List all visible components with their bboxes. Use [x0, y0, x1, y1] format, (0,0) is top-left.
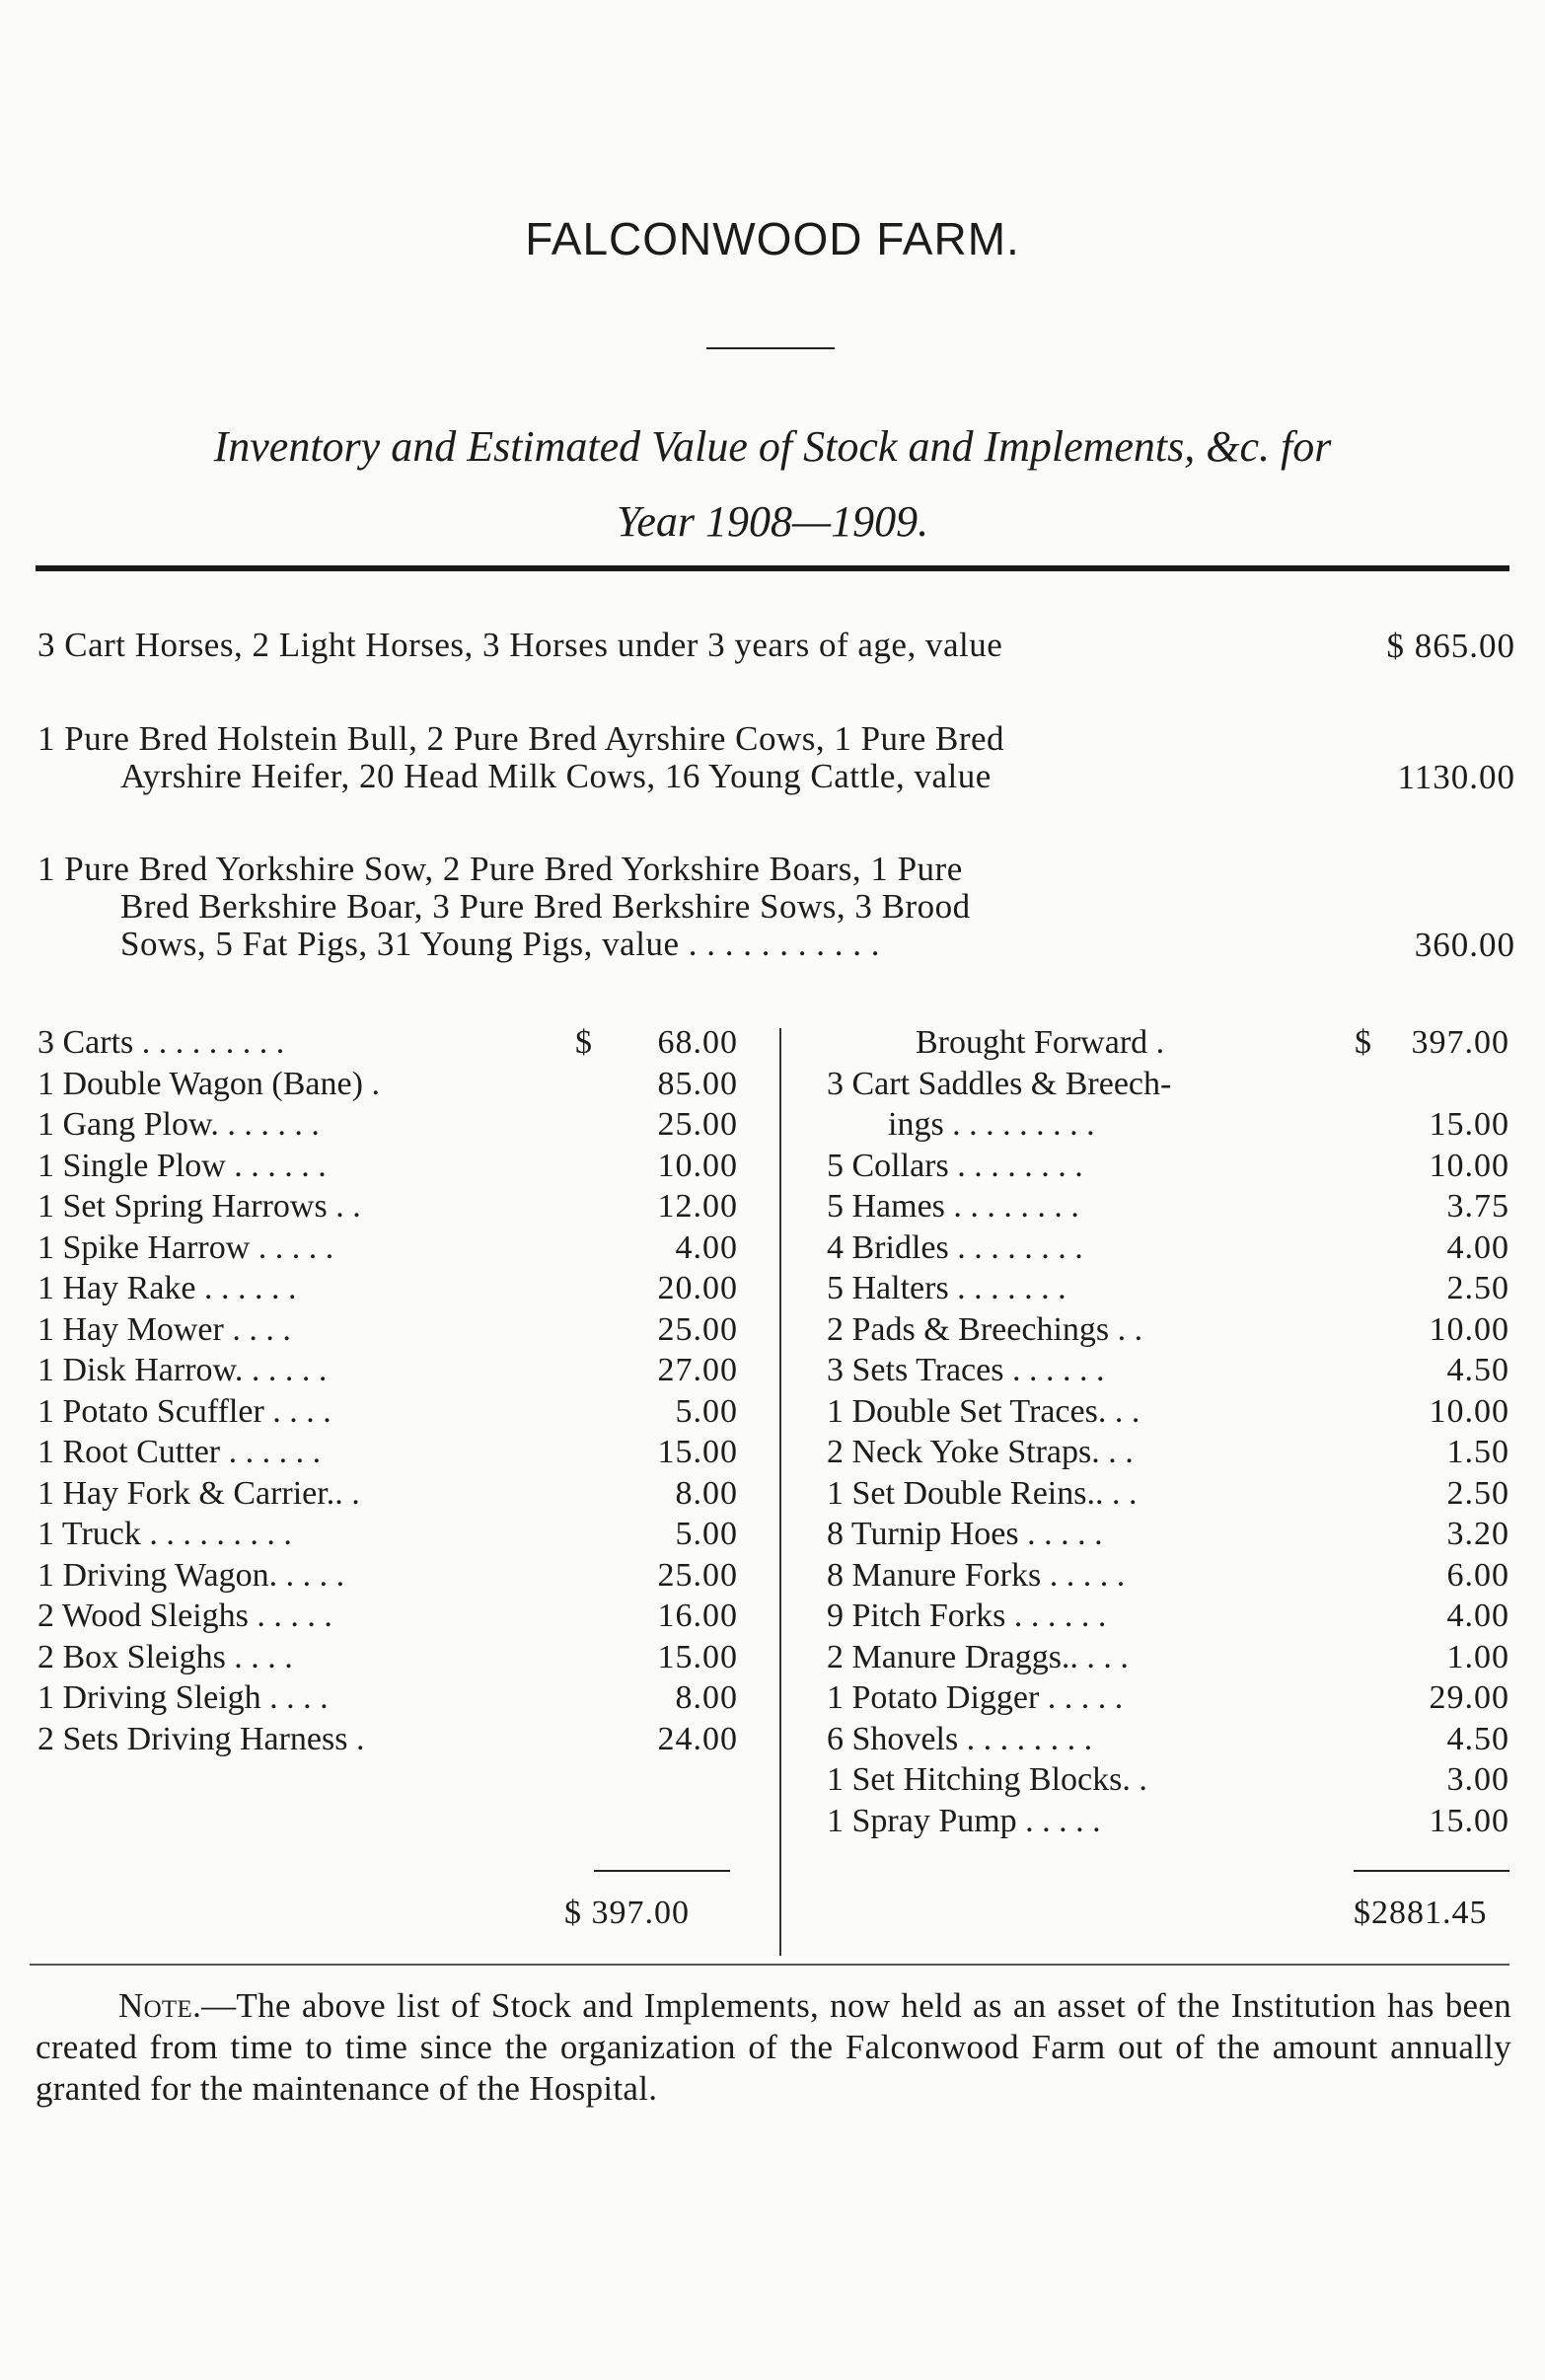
item-label: 5 Collars . . . . . . . .	[827, 1147, 1083, 1184]
item-amount: 15.00	[657, 1638, 738, 1675]
subtitle-line-2: Year 1908—1909.	[616, 497, 929, 546]
item-label: 2 Manure Draggs.. . . .	[827, 1638, 1129, 1675]
item-label: 1 Double Wagon (Bane) .	[37, 1065, 380, 1102]
item-label: 1 Single Plow . . . . . .	[37, 1147, 327, 1184]
item-amount: 2.50	[1446, 1270, 1509, 1306]
item-amount: 15.00	[1429, 1106, 1509, 1143]
item-label: 4 Bridles . . . . . . . .	[827, 1228, 1083, 1266]
stock-line: 1 Pure Bred Holstein Bull, 2 Pure Bred Ayrshire Cows, 1 Pure Bred	[37, 719, 1005, 758]
item-label: 3 Carts . . . . . . . . .	[37, 1024, 285, 1061]
stock-paragraph-pigs	[37, 851, 1249, 963]
stock-line: 3 Cart Horses, 2 Light Horses, 3 Horses under 3 years of age, value	[37, 626, 1003, 664]
item-amount: 10.00	[1429, 1310, 1509, 1348]
item-amount: 25.00	[657, 1310, 738, 1348]
brought-forward-label: Brought Forward .	[916, 1024, 1165, 1061]
item-amount: 68.00	[657, 1024, 738, 1061]
item-label: 1 Potato Digger . . . . .	[827, 1679, 1124, 1716]
item-amount: 4.00	[1446, 1228, 1509, 1266]
stock-line: Sows, 5 Fat Pigs, 31 Young Pigs, value . . . . . . . . . . .	[120, 925, 880, 963]
right-total: $2881.45	[1354, 1895, 1488, 1931]
item-amount: 15.00	[1429, 1802, 1509, 1839]
item-amount: 15.00	[657, 1434, 738, 1470]
stock-paragraph-horses	[37, 627, 1249, 664]
item-label: 1 Double Set Traces. . .	[827, 1392, 1140, 1430]
item-label: 2 Sets Driving Harness .	[37, 1720, 365, 1757]
item-label: 1 Truck . . . . . . . . .	[37, 1516, 292, 1552]
stock-value-horses: $ 865.00	[1386, 627, 1515, 665]
stock-value-cattle: 1130.00	[1397, 758, 1515, 796]
item-label: 1 Hay Fork & Carrier.. .	[37, 1474, 360, 1512]
item-amount: 1.00	[1446, 1638, 1509, 1675]
item-label: 5 Hames . . . . . . . .	[827, 1188, 1079, 1225]
item-label: 6 Shovels . . . . . . . .	[827, 1720, 1093, 1757]
item-amount: 4.00	[675, 1228, 738, 1266]
item-label: 1 Driving Sleigh . . . .	[37, 1679, 329, 1716]
item-amount: 6.00	[1446, 1556, 1509, 1594]
item-label: 1 Hay Mower . . . .	[37, 1310, 291, 1348]
item-label: 5 Halters . . . . . . .	[827, 1270, 1067, 1306]
dollar-sign: $	[575, 1024, 592, 1061]
item-label: 1 Gang Plow. . . . . . .	[37, 1106, 320, 1143]
page-title: FALCONWOOD FARM.	[525, 213, 1020, 264]
item-label: 1 Root Cutter . . . . . .	[37, 1434, 322, 1470]
title-divider	[706, 347, 835, 349]
left-total: $ 397.00	[564, 1895, 690, 1931]
note-lead: Note.	[118, 1986, 202, 2025]
item-label: 1 Spray Pump . . . . .	[827, 1802, 1101, 1839]
implements-right-column	[827, 1024, 1509, 1912]
header-divider	[36, 565, 1509, 571]
stock-line: 1 Pure Bred Yorkshire Sow, 2 Pure Bred Yorkshire Boars, 1 Pure	[37, 850, 963, 888]
note-paragraph	[36, 1985, 1511, 2110]
item-label: 1 Set Hitching Blocks. .	[827, 1761, 1147, 1798]
item-label: 1 Set Double Reins.. . .	[827, 1474, 1138, 1512]
column-divider	[779, 1028, 781, 1956]
item-label: 2 Neck Yoke Straps. . .	[827, 1434, 1134, 1470]
item-label: 2 Wood Sleighs . . . . .	[37, 1598, 332, 1634]
item-amount: 4.50	[1446, 1352, 1509, 1388]
item-amount: 2.50	[1446, 1474, 1509, 1512]
item-amount: 3.00	[1446, 1761, 1509, 1798]
item-label-continued: ings . . . . . . . . .	[888, 1106, 1095, 1143]
item-amount: 27.00	[657, 1352, 738, 1388]
item-label: 9 Pitch Forks . . . . . .	[827, 1598, 1107, 1634]
item-amount: 4.00	[1446, 1598, 1509, 1634]
note-text: —The above list of Stock and Implements, now held as an asset of the Institution has been created from time to time since the organization of the Falconwood Farm out of the amount annually granted for the maintenance of the Hospital.	[36, 1986, 1511, 2108]
stock-line: Bred Berkshire Boar, 3 Pure Bred Berkshire Sows, 3 Brood	[120, 887, 971, 926]
item-label: 1 Driving Wagon. . . . .	[37, 1556, 345, 1594]
item-amount: 25.00	[657, 1556, 738, 1594]
stock-paragraph-cattle	[37, 720, 1249, 795]
item-amount: 85.00	[657, 1065, 738, 1102]
left-sum-rule	[594, 1870, 730, 1872]
item-label: 2 Box Sleighs . . . .	[37, 1638, 293, 1675]
item-amount: 5.00	[675, 1392, 738, 1430]
item-amount: 4.50	[1446, 1720, 1509, 1757]
item-amount: 29.00	[1429, 1679, 1509, 1716]
item-label: 8 Manure Forks . . . . .	[827, 1556, 1126, 1594]
item-label: 1 Set Spring Harrows . .	[37, 1188, 361, 1225]
item-amount: 12.00	[657, 1188, 738, 1225]
item-amount: 8.00	[675, 1679, 738, 1716]
item-amount: 10.00	[657, 1147, 738, 1184]
item-amount: 3.20	[1446, 1516, 1509, 1552]
item-amount: 16.00	[657, 1598, 738, 1634]
dollar-sign: $	[1355, 1024, 1371, 1061]
item-label: 1 Hay Rake . . . . . .	[37, 1270, 297, 1306]
stock-value-pigs: 360.00	[1414, 926, 1515, 964]
item-amount: 5.00	[675, 1516, 738, 1552]
item-label: 1 Potato Scuffler . . . .	[37, 1392, 331, 1430]
item-label: 1 Disk Harrow. . . . . .	[37, 1352, 328, 1388]
item-amount: 10.00	[1429, 1147, 1509, 1184]
implements-left-column	[37, 1024, 738, 1912]
subtitle	[59, 409, 1486, 559]
stock-line: Ayrshire Heifer, 20 Head Milk Cows, 16 Young Cattle, value	[120, 757, 992, 795]
item-label: 1 Spike Harrow . . . . .	[37, 1228, 334, 1266]
item-amount: 10.00	[1429, 1392, 1509, 1430]
item-amount: 24.00	[657, 1720, 738, 1757]
item-amount: 1.50	[1446, 1434, 1509, 1470]
item-label: 2 Pads & Breechings . .	[827, 1310, 1143, 1348]
item-label: 3 Sets Traces . . . . . .	[827, 1352, 1105, 1388]
right-sum-rule	[1354, 1870, 1509, 1872]
item-label: 3 Cart Saddles & Breech-	[827, 1065, 1172, 1102]
item-amount: 20.00	[657, 1270, 738, 1306]
item-label: 8 Turnip Hoes . . . . .	[827, 1516, 1103, 1552]
brought-forward-amount: 397.00	[1411, 1024, 1509, 1061]
item-amount: 8.00	[675, 1474, 738, 1512]
subtitle-line-1: Inventory and Estimated Value of Stock and Implements, &c. for	[213, 422, 1332, 471]
bottom-divider	[30, 1964, 1509, 1966]
item-amount: 25.00	[657, 1106, 738, 1143]
item-amount: 3.75	[1446, 1188, 1509, 1225]
